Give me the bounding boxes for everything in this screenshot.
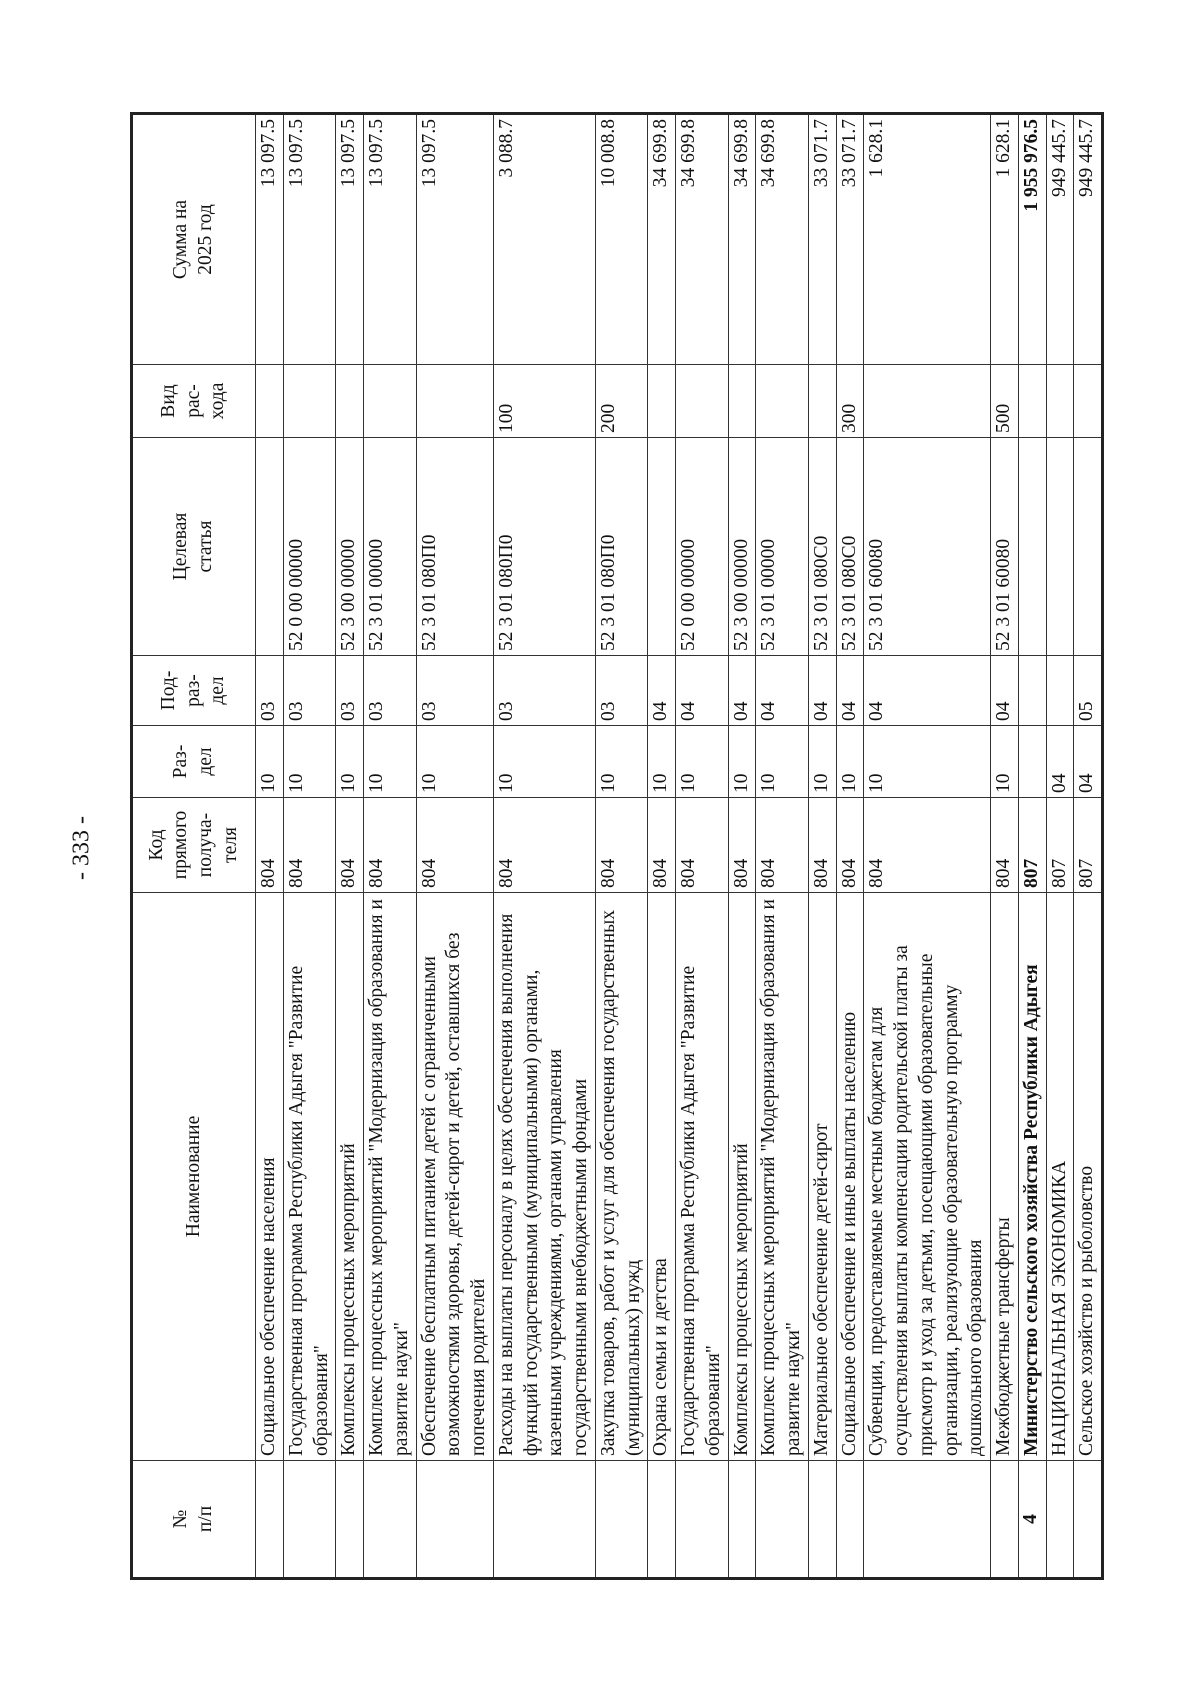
table-row	[336, 114, 364, 1579]
row-subsection: 03	[416, 656, 493, 726]
row-section: 10	[808, 726, 836, 798]
row-section: 10	[416, 726, 493, 798]
row-amount: 34 699.8	[676, 114, 729, 365]
row-subsection: 04	[808, 656, 836, 726]
row-subsection: 04	[864, 656, 991, 726]
row-article: 52 3 01 080С0	[836, 438, 864, 656]
row-article	[256, 438, 284, 656]
row-number	[283, 1461, 336, 1579]
row-subsection: 03	[336, 656, 364, 726]
row-subsection: 04	[676, 656, 729, 726]
row-code: 804	[756, 798, 809, 893]
row-amount: 13 097.5	[364, 114, 417, 365]
row-expense-type	[1046, 365, 1074, 438]
row-number	[416, 1461, 493, 1579]
budget-table	[130, 112, 1104, 1580]
row-article: 52 0 00 00000	[676, 438, 729, 656]
row-number	[256, 1461, 284, 1579]
row-number	[728, 1461, 756, 1579]
table-row	[1074, 114, 1103, 1579]
row-name: Государственная программа Республики Адыгея "Развитие образования"	[676, 893, 729, 1461]
table-row	[836, 114, 864, 1579]
row-code: 804	[493, 798, 595, 893]
row-expense-type	[416, 365, 493, 438]
row-code: 804	[676, 798, 729, 893]
row-amount: 1 955 976.5	[1018, 114, 1046, 365]
row-expense-type	[256, 365, 284, 438]
row-amount: 34 699.8	[756, 114, 809, 365]
row-number	[1046, 1461, 1074, 1579]
table-row	[364, 114, 417, 1579]
table-row	[676, 114, 729, 1579]
row-subsection: 04	[728, 656, 756, 726]
row-subsection: 03	[493, 656, 595, 726]
row-amount: 1 628.1	[991, 114, 1019, 365]
row-article: 52 3 01 00000	[756, 438, 809, 656]
row-article	[1046, 438, 1074, 656]
row-name: Социальное обеспечение и иные выплаты населению	[836, 893, 864, 1461]
row-expense-type	[283, 365, 336, 438]
row-subsection: 03	[595, 656, 648, 726]
row-code: 804	[836, 798, 864, 893]
row-subsection: 04	[991, 656, 1019, 726]
row-code: 804	[364, 798, 417, 893]
row-amount: 33 071.7	[808, 114, 836, 365]
row-article: 52 3 01 60080	[991, 438, 1019, 656]
table-row	[756, 114, 809, 1579]
row-section: 10	[864, 726, 991, 798]
row-code: 804	[808, 798, 836, 893]
row-number	[864, 1461, 991, 1579]
row-number	[336, 1461, 364, 1579]
row-article: 52 3 01 60080	[864, 438, 991, 656]
row-amount: 949 445.7	[1046, 114, 1074, 365]
header-expense-type: Вид рас- хода	[132, 365, 256, 438]
row-section: 10	[493, 726, 595, 798]
row-amount: 949 445.7	[1074, 114, 1103, 365]
row-amount: 10 008.8	[595, 114, 648, 365]
row-name: Министерство сельского хозяйства Республики Адыгея	[1018, 893, 1046, 1461]
row-expense-type: 500	[991, 365, 1019, 438]
row-number	[1074, 1461, 1103, 1579]
row-subsection: 03	[364, 656, 417, 726]
table-row	[648, 114, 676, 1579]
row-number	[493, 1461, 595, 1579]
row-article: 52 3 01 080П0	[416, 438, 493, 656]
table-row	[256, 114, 284, 1579]
row-amount: 33 071.7	[836, 114, 864, 365]
row-code: 804	[283, 798, 336, 893]
row-article: 52 3 01 080П0	[595, 438, 648, 656]
header-amount: Сумма на 2025 год	[132, 114, 256, 365]
row-number	[808, 1461, 836, 1579]
row-number	[756, 1461, 809, 1579]
row-section: 04	[1046, 726, 1074, 798]
row-section: 10	[676, 726, 729, 798]
row-number	[836, 1461, 864, 1579]
row-amount: 1 628.1	[864, 114, 991, 365]
row-code: 804	[595, 798, 648, 893]
row-article	[1018, 438, 1046, 656]
row-amount: 13 097.5	[416, 114, 493, 365]
row-expense-type	[728, 365, 756, 438]
row-amount: 34 699.8	[728, 114, 756, 365]
row-code: 804	[991, 798, 1019, 893]
table-row	[728, 114, 756, 1579]
table-row	[808, 114, 836, 1579]
row-subsection	[1018, 656, 1046, 726]
row-subsection	[1046, 656, 1074, 726]
row-section: 10	[756, 726, 809, 798]
header-article: Целевая статья	[132, 438, 256, 656]
table-row	[416, 114, 493, 1579]
row-section: 10	[283, 726, 336, 798]
row-section: 10	[728, 726, 756, 798]
row-number: 4	[1018, 1461, 1046, 1579]
row-expense-type	[1074, 365, 1103, 438]
row-name: Государственная программа Республики Адыгея "Развитие образования"	[283, 893, 336, 1461]
row-name: Социальное обеспечение населения	[256, 893, 284, 1461]
row-expense-type	[336, 365, 364, 438]
row-amount: 3 088.7	[493, 114, 595, 365]
row-expense-type	[864, 365, 991, 438]
row-amount: 13 097.5	[336, 114, 364, 365]
row-amount: 13 097.5	[256, 114, 284, 365]
row-article: 52 3 01 080П0	[493, 438, 595, 656]
row-expense-type: 100	[493, 365, 595, 438]
row-name: Обеспечение бесплатным питанием детей с ограниченными возможностями здоровья, детей-сирот и детей, оставшихся без попечения родителей	[416, 893, 493, 1461]
row-subsection: 05	[1074, 656, 1103, 726]
row-section	[1018, 726, 1046, 798]
row-article	[1074, 438, 1103, 656]
row-subsection: 04	[648, 656, 676, 726]
row-code: 807	[1018, 798, 1046, 893]
row-subsection: 03	[283, 656, 336, 726]
row-expense-type	[676, 365, 729, 438]
table-row	[1046, 114, 1074, 1579]
row-code: 804	[336, 798, 364, 893]
row-article: 52 3 00 00000	[728, 438, 756, 656]
row-name: Расходы на выплаты персоналу в целях обеспечения выполнения функций государственными (муниципальными) органами, казенными учреждениями, органами управления государственными внебюджетными фондами	[493, 893, 595, 1461]
row-subsection: 04	[756, 656, 809, 726]
row-expense-type	[808, 365, 836, 438]
rotated-page-content	[130, 115, 1098, 1580]
table-body	[256, 114, 1103, 1579]
row-name: Комплекс процессных мероприятий "Модернизация образования и развитие науки"	[364, 893, 417, 1461]
row-code: 804	[256, 798, 284, 893]
table-row	[283, 114, 336, 1579]
row-amount: 13 097.5	[283, 114, 336, 365]
page-number: - 333 -	[68, 816, 95, 880]
row-section: 10	[364, 726, 417, 798]
table-row	[1018, 114, 1046, 1579]
header-no: № п/п	[132, 1461, 256, 1579]
row-name: НАЦИОНАЛЬНАЯ ЭКОНОМИКА	[1046, 893, 1074, 1461]
row-article: 52 3 01 080С0	[808, 438, 836, 656]
row-expense-type	[756, 365, 809, 438]
row-number	[364, 1461, 417, 1579]
row-section: 10	[336, 726, 364, 798]
row-name: Закупка товаров, работ и услуг для обеспечения государственных (муниципальных) нужд	[595, 893, 648, 1461]
table-header	[132, 114, 256, 1579]
row-code: 807	[1046, 798, 1074, 893]
row-subsection: 03	[256, 656, 284, 726]
row-article	[648, 438, 676, 656]
row-expense-type	[364, 365, 417, 438]
row-code: 804	[728, 798, 756, 893]
row-code: 804	[416, 798, 493, 893]
row-code: 804	[864, 798, 991, 893]
row-subsection: 04	[836, 656, 864, 726]
row-name: Материальное обеспечение детей-сирот	[808, 893, 836, 1461]
header-code: Код прямого получа- теля	[132, 798, 256, 893]
table-row	[991, 114, 1019, 1579]
row-section: 10	[648, 726, 676, 798]
table-row	[493, 114, 595, 1579]
row-name: Охрана семьи и детства	[648, 893, 676, 1461]
row-expense-type: 200	[595, 365, 648, 438]
row-section: 10	[256, 726, 284, 798]
row-expense-type	[648, 365, 676, 438]
row-section: 10	[991, 726, 1019, 798]
header-subsection: Под- раз- дел	[132, 656, 256, 726]
row-article: 52 0 00 00000	[283, 438, 336, 656]
row-number	[648, 1461, 676, 1579]
row-name: Межбюджетные трансферты	[991, 893, 1019, 1461]
row-code: 807	[1074, 798, 1103, 893]
row-section: 10	[836, 726, 864, 798]
row-number	[595, 1461, 648, 1579]
row-name: Комплексы процессных мероприятий	[336, 893, 364, 1461]
row-expense-type: 300	[836, 365, 864, 438]
header-section: Раз- дел	[132, 726, 256, 798]
row-section: 04	[1074, 726, 1103, 798]
table-row	[864, 114, 991, 1579]
header-name: Наименование	[132, 893, 256, 1461]
row-article: 52 3 01 00000	[364, 438, 417, 656]
row-number	[676, 1461, 729, 1579]
row-section: 10	[595, 726, 648, 798]
row-number	[991, 1461, 1019, 1579]
row-code: 804	[648, 798, 676, 893]
row-name: Комплекс процессных мероприятий "Модернизация образования и развитие науки"	[756, 893, 809, 1461]
row-expense-type	[1018, 365, 1046, 438]
table-row	[595, 114, 648, 1579]
row-name: Субвенции, предоставляемые местным бюджетам для осуществления выплаты компенсации родительской платы за присмотр и уход за детьми, посещающими образовательные организации, реализующие образовательную программу дошкольного образования	[864, 893, 991, 1461]
row-amount: 34 699.8	[648, 114, 676, 365]
row-name: Комплексы процессных мероприятий	[728, 893, 756, 1461]
row-article: 52 3 00 00000	[336, 438, 364, 656]
row-name: Сельское хозяйство и рыболовство	[1074, 893, 1103, 1461]
